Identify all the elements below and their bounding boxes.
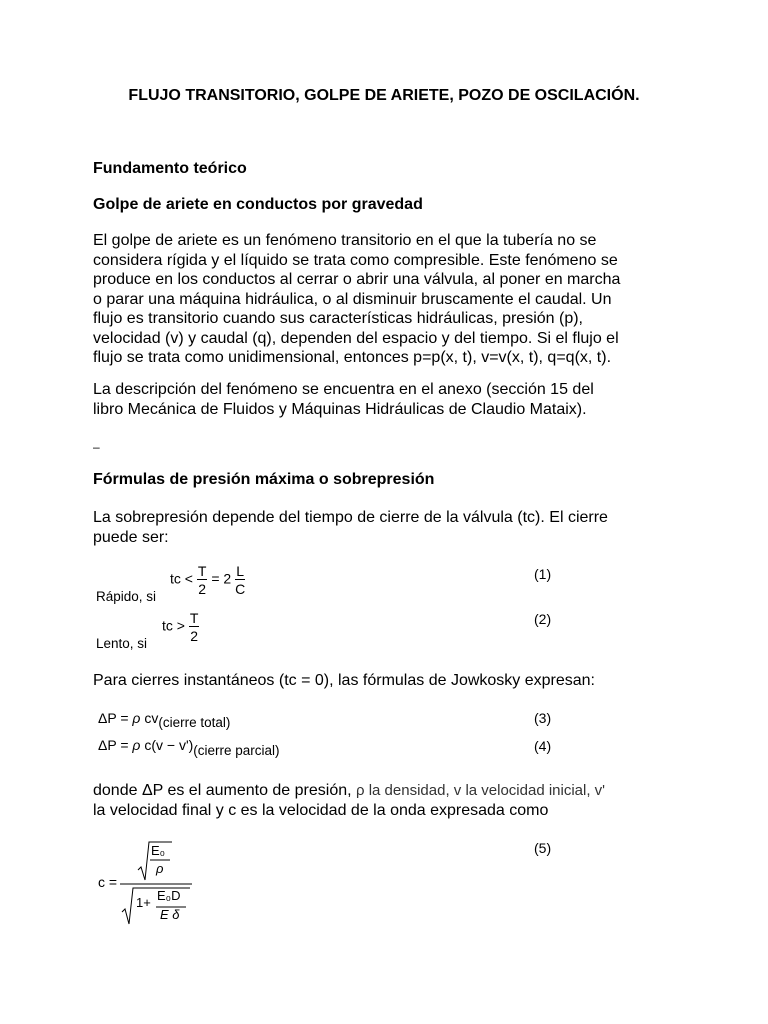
eq1-equals: = (211, 570, 220, 587)
eq5-one-plus: 1+ (136, 895, 151, 910)
paragraph-sobrepresion (93, 508, 683, 547)
eq4-note: (cierre parcial) (193, 743, 280, 758)
eq1-coef: 2 (223, 570, 232, 587)
text-line: La descripción del fenómeno se encuentra en el anexo (sección 15 del (93, 381, 594, 398)
eq1-lt: < (184, 570, 193, 587)
text-line (93, 781, 693, 801)
eq3-note: (cierre total) (158, 715, 231, 730)
eq1-frac-t2 (197, 564, 208, 596)
text-line: puede ser: (93, 528, 169, 546)
eq5-c: c = (98, 874, 118, 890)
paragraph-anexo (93, 380, 683, 419)
text-segment: donde ΔP es el aumento de presión, (93, 782, 357, 799)
eq5-rho-symbol: ρ (156, 861, 164, 876)
document-title: FLUJO TRANSITORIO, GOLPE DE ARIETE, POZO DE OSCILACIÓN. (128, 87, 640, 104)
eq1-frac-den: C (235, 581, 246, 597)
equation-3 (98, 710, 231, 730)
eq3-number: (3) (534, 710, 552, 726)
eq2-number: (2) (534, 611, 552, 627)
dash-mark: – (93, 440, 100, 454)
text-segment: ρ la densidad, v la velocidad inicial, v' (356, 782, 606, 799)
text-line: produce en los conductos al cerrar o abrir una válvula, al poner en marcha (93, 271, 621, 288)
eq1-frac-num: L (236, 563, 245, 579)
eq4-rho: ρ (132, 737, 141, 753)
heading-golpe-ariete: Golpe de ariete en conductos por gravedad (93, 196, 423, 213)
eq5-edelta-symbol: E δ (160, 907, 180, 922)
text-line: considera rígida y el líquido se trata como compresible. Este fenómeno se (93, 251, 618, 269)
text-line: flujo se trata como unidimensional, entonces p=p(x, t), v=v(x, t), q=q(x, t). (93, 349, 612, 366)
eq3-rho: ρ (132, 710, 141, 726)
eq1-number: (1) (534, 566, 552, 582)
paragraph-donde (93, 781, 693, 820)
eq4-rhs: c(v − v') (140, 737, 194, 753)
equation-2 (162, 611, 199, 643)
eq1-tc: tc (170, 570, 181, 587)
eq2-tc: tc (162, 617, 173, 634)
eq2-label: Lento, si (96, 636, 148, 651)
paragraph-intro (93, 231, 683, 368)
eq3-rhs: cv (140, 710, 159, 726)
eq5-rho (156, 861, 163, 876)
text-line: flujo es transitorio cuando sus características hidráulicas, presión (p), (93, 310, 583, 327)
eq2-frac-num: T (189, 610, 199, 626)
heading-fundamento: Fundamento teórico (93, 160, 247, 177)
eq5-e0d: E₀D (157, 888, 181, 903)
eq3-lhs: ΔP = (98, 710, 133, 726)
text-line: o parar una máquina hidráulica, o al disminuir bruscamente el caudal. Un (93, 290, 612, 308)
eq5-number: (5) (534, 840, 552, 856)
equation-4 (98, 737, 280, 758)
eq2-frac-den: 2 (190, 628, 199, 644)
eq5-e0: E₀ (151, 843, 166, 858)
text-line: velocidad (v) y caudal (q), dependen del espacio y del tiempo. Si el flujo el (93, 329, 619, 347)
text-line: la velocidad final y c es la velocidad de la onda expresada como (93, 801, 549, 819)
text-line: La sobrepresión depende del tiempo de cierre de la válvula (tc). El cierre (93, 509, 608, 526)
eq2-gt: > (176, 617, 185, 634)
eq5-edelta (160, 907, 180, 922)
eq4-lhs: ΔP = (98, 737, 133, 753)
heading-formulas: Fórmulas de presión máxima o sobrepresión (93, 471, 435, 488)
eq1-frac-num: T (197, 563, 207, 579)
eq4-number: (4) (534, 738, 552, 754)
text-line: El golpe de ariete es un fenómeno transitorio en el que la tubería no se (93, 232, 597, 249)
eq2-frac-t2 (189, 611, 200, 643)
eq1-label: Rápido, si (96, 589, 157, 604)
equation-1 (170, 564, 245, 596)
eq1-frac-lc (235, 564, 245, 596)
paragraph-jowkosky: Para cierres instantáneos (tc = 0), las fórmulas de Jowkosky expresan: (93, 672, 595, 689)
eq1-frac-den: 2 (198, 581, 207, 597)
text-line: libro Mecánica de Fluidos y Máquinas Hidráulicas de Claudio Mataix). (93, 400, 587, 418)
